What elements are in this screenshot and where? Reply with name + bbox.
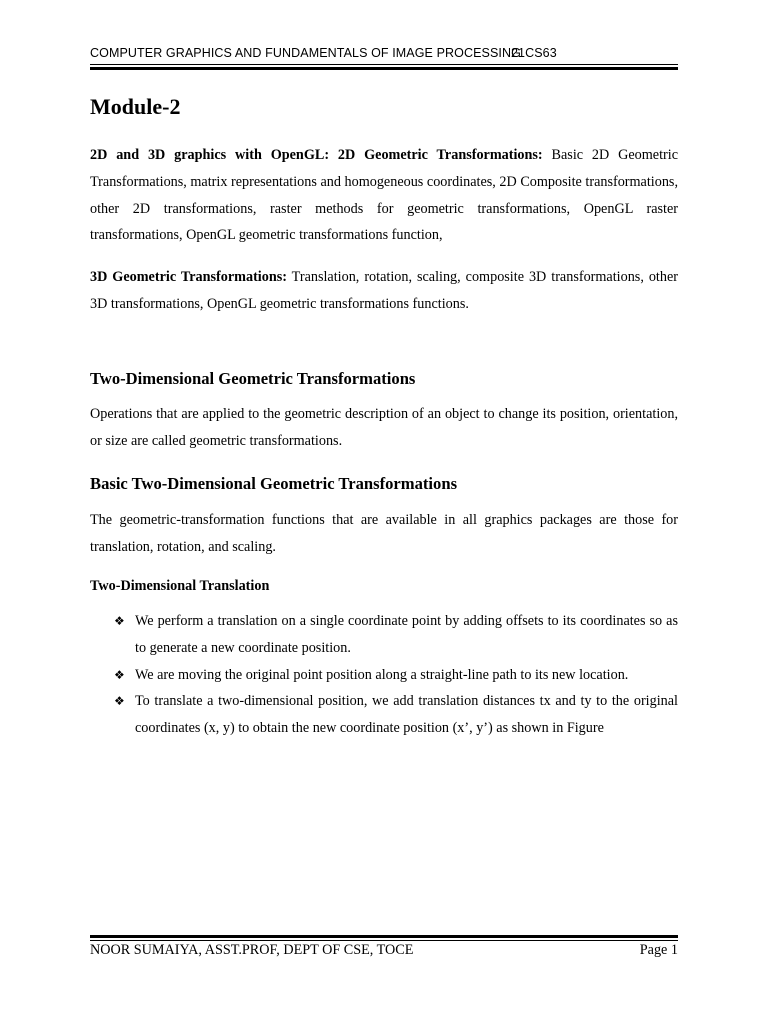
diamond-bullet-icon: ❖ xyxy=(114,614,125,628)
syllabus-2d-paragraph xyxy=(90,142,678,249)
footer-author: NOOR SUMAIYA, ASST.PROF, DEPT OF CSE, TOCE xyxy=(90,942,414,958)
module-title: Module-2 xyxy=(90,94,181,119)
section-heading-basic-2d-transformations: Basic Two-Dimensional Geometric Transformations xyxy=(90,474,458,493)
footer-rule-thick xyxy=(90,935,678,938)
section-heading-2d-transformations: Two-Dimensional Geometric Transformations xyxy=(90,369,416,388)
header-subject: COMPUTER GRAPHICS AND FUNDAMENTALS OF IMAGE PROCESSING xyxy=(90,46,521,60)
syllabus-3d-text: Translation, rotation, scaling, composite 3D transformations, other 3D transformations, OpenGL geometric transformations functions. xyxy=(90,269,678,312)
list-item-text: We perform a translation on a single coordinate point by adding offsets to its coordinates so as to generate a new coordinate position. xyxy=(135,613,678,656)
header-rule-thin xyxy=(90,64,678,65)
list-item xyxy=(90,688,678,742)
diamond-bullet-icon: ❖ xyxy=(114,694,125,709)
document-page xyxy=(90,0,678,1024)
section-basic-2d-transformations-text: The geometric-transformation functions that are available in all graphics packages are those for translation, rotation, and scaling. xyxy=(90,512,678,555)
list-item xyxy=(90,662,678,689)
header-rule-thick xyxy=(90,67,678,70)
syllabus-2d-text: Basic 2D Geometric Transformations, matrix representations and homogeneous coordinates, 2D Composite transformations, other 2D transformations, raster methods for geometric transformations, OpenGL raster transformations, OpenGL geometric transformations function, xyxy=(90,147,679,244)
section-heading-2d-translation: Two-Dimensional Translation xyxy=(90,578,270,594)
footer-rule-thin xyxy=(90,940,678,941)
section-2d-transformations-text: Operations that are applied to the geometric description of an object to change its position, orientation, or size are called geometric transformations. xyxy=(90,406,678,449)
diamond-bullet-icon: ❖ xyxy=(114,667,125,682)
page-footer xyxy=(90,942,678,959)
page-number: Page 1 xyxy=(639,942,678,958)
page-header xyxy=(90,46,678,60)
syllabus-3d-label: 3D Geometric Transformations: xyxy=(90,269,287,285)
list-item-text: To translate a two-dimensional position, we add translation distances tx and ty to the original coordinates (x, y) to obtain the new coordinate position (x’, y’) as shown in Figure xyxy=(135,693,678,737)
translation-bullet-list xyxy=(90,608,678,742)
list-item xyxy=(90,608,678,662)
syllabus-3d-paragraph xyxy=(90,264,678,318)
header-course-code: 21CS63 xyxy=(511,46,557,60)
syllabus-2d-label: 2D and 3D graphics with OpenGL: 2D Geometric Transformations: xyxy=(90,147,543,163)
list-item-text: We are moving the original point position along a straight-line path to its new location. xyxy=(135,666,629,683)
